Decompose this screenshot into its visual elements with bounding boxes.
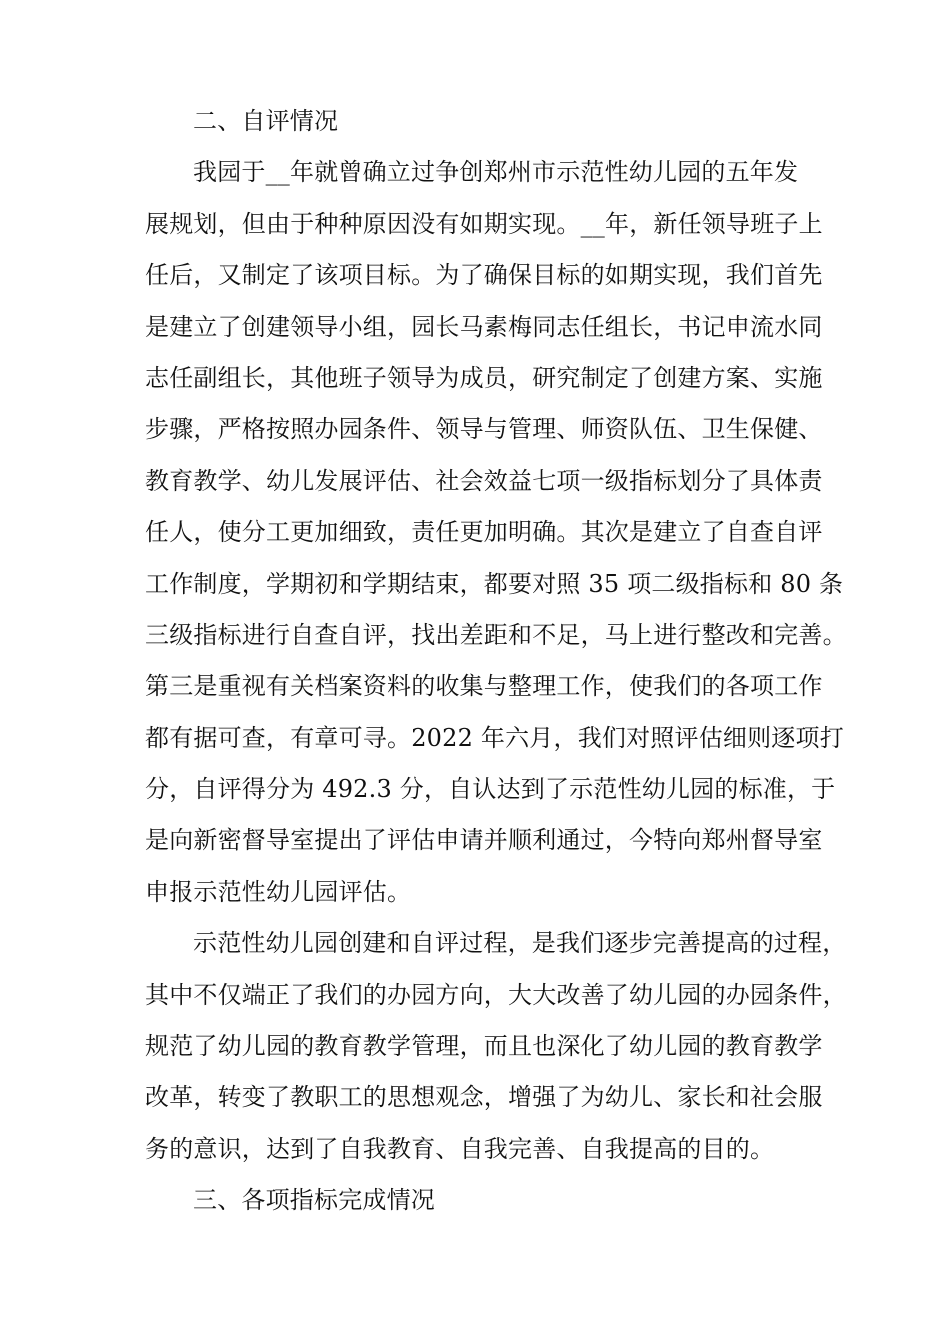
section-heading-indicators: 三、各项指标完成情况 [193, 1186, 435, 1215]
paragraph-line: 规范了幼儿园的教育教学管理，而且也深化了幼儿园的教育教学 [145, 1032, 823, 1061]
paragraph-line: 务的意识，达到了自我教育、自我完善、自我提高的目的。 [145, 1134, 775, 1163]
paragraph-line: 都有据可查，有章可寻。2022 年六月，我们对照评估细则逐项打 [145, 723, 844, 752]
document-page [145, 96, 847, 1227]
paragraph-line: 志任副组长，其他班子领导为成员，研究制定了创建方案、实施 [145, 363, 823, 392]
paragraph-self-evaluation [145, 147, 847, 918]
section-heading-self-evaluation: 二、自评情况 [193, 107, 339, 135]
paragraph-line: 教育教学、幼儿发展评估、社会效益七项一级指标划分了具体责 [145, 466, 823, 495]
paragraph-line: 我园于__年就曾确立过争创郑州市示范性幼儿园的五年发 [193, 158, 799, 187]
paragraph-line: 分，自评得分为 492.3 分，自认达到了示范性幼儿园的标准，于 [145, 775, 836, 804]
paragraph-line: 改革，转变了教职工的思想观念，增强了为幼儿、家长和社会服 [145, 1083, 823, 1112]
paragraph-line: 展规划，但由于种种原因没有如期实现。__年，新任领导班子上 [145, 209, 823, 238]
paragraph-line: 任后，又制定了该项目标。为了确保目标的如期实现，我们首先 [145, 261, 823, 290]
paragraph-line: 是建立了创建领导小组，园长马素梅同志任组长，书记申流水同 [145, 312, 823, 341]
paragraph-line: 是向新密督导室提出了评估申请并顺利通过，今特向郑州督导室 [145, 826, 823, 855]
paragraph-line: 其中不仅端正了我们的办园方向，大大改善了幼儿园的办园条件， [145, 980, 847, 1009]
paragraph-line: 示范性幼儿园创建和自评过程，是我们逐步完善提高的过程， [193, 929, 847, 958]
paragraph-creation-process [145, 918, 847, 1175]
paragraph-line: 第三是重视有关档案资料的收集与整理工作，使我们的各项工作 [145, 672, 823, 701]
paragraph-line: 步骤，严格按照办园条件、领导与管理、师资队伍、卫生保健、 [145, 415, 823, 444]
paragraph-line: 工作制度，学期初和学期结束，都要对照 35 项二级指标和 80 条 [145, 569, 844, 598]
paragraph-line: 三级指标进行自查自评，找出差距和不足，马上进行整改和完善。 [145, 620, 847, 649]
paragraph-line: 任人，使分工更加细致，责任更加明确。其次是建立了自查自评 [145, 518, 823, 547]
paragraph-line: 申报示范性幼儿园评估。 [145, 877, 412, 906]
